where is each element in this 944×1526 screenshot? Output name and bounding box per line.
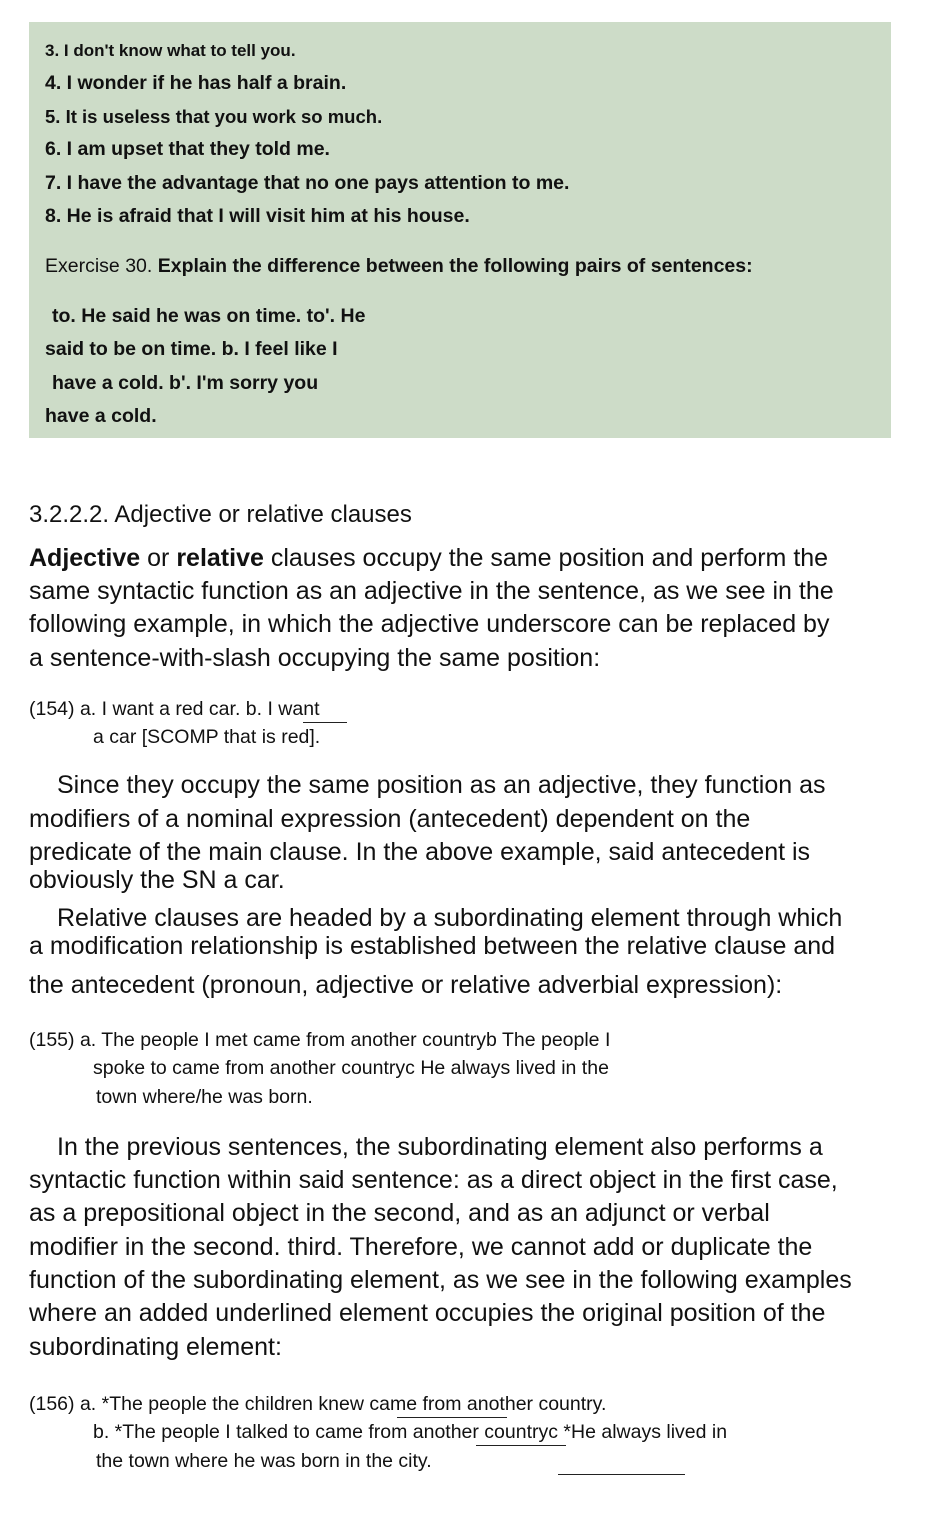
paragraph-line: Relative clauses are headed by a subordinating element through which [57,904,843,932]
section-heading: 3.2.2.2. Adjective or relative clauses [29,501,412,528]
paragraph-line: a modification relationship is established between the relative clause and [29,932,836,960]
underline-mark [476,1445,566,1446]
pair-line: to. He said he was on time. to'. He [52,305,366,327]
intro-line [29,544,828,573]
pair-line: have a cold. [45,405,157,427]
term-adjective: Adjective [29,544,141,572]
exercise-item-5: 5. It is useless that you work so much. [45,106,383,127]
exercise-item-4: 4. I wonder if he has half a brain. [45,72,347,94]
paragraph-line: predicate of the main clause. In the above example, said antecedent is [29,838,811,866]
intro-line: following example, in which the adjective underscore can be replaced by [29,610,830,638]
example-154-line: a car [SCOMP that is red]. [93,726,321,748]
exercise-item-7: 7. I have the advantage that no one pays attention to me. [45,172,570,194]
example-155-line: town where/he was born. [96,1086,313,1108]
pair-line: said to be on time. b. I feel like I [45,338,338,360]
underline-mark [397,1417,507,1418]
paragraph-line: subordinating element: [29,1333,282,1361]
paragraph-line: function of the subordinating element, as we see in the following examples [29,1266,852,1294]
exercise-item-3: 3. I don't know what to tell you. [45,41,296,60]
paragraph-line: In the previous sentences, the subordinating element also performs a [57,1133,823,1161]
exercise-heading [45,255,753,278]
paragraph-line: obviously the SN a car. [29,866,285,894]
paragraph-line: modifier in the second. third. Therefore, we cannot add or duplicate the [29,1233,813,1261]
paragraph-line: syntactic function within said sentence: as a direct object in the first case, [29,1166,838,1194]
intro-line: same syntactic function as an adjective in the sentence, as we see in the [29,577,834,605]
underline-mark [558,1474,685,1475]
paragraph-line: Since they occupy the same position as an adjective, they function as [57,771,826,799]
example-155-line: (155) a. The people I met came from another countryb The people I [29,1029,611,1051]
exercise-instruction: Explain the difference between the following pairs of sentences: [157,255,753,277]
example-156-line: (156) a. *The people the children knew came from another country. [29,1393,607,1415]
example-155-line: spoke to came from another countryc He always lived in the [93,1057,609,1079]
intro-or: or [147,544,170,572]
term-relative: relative [176,544,264,572]
underline-mark [303,722,347,723]
example-154-line: (154) a. I want a red car. b. I want [29,698,320,720]
exercise-item-8: 8. He is afraid that I will visit him at his house. [45,205,470,227]
exercise-item-6: 6. I am upset that they told me. [45,138,330,160]
pair-line: have a cold. b'. I'm sorry you [52,372,319,394]
paragraph-line: modifiers of a nominal expression (antecedent) dependent on the [29,805,751,833]
paragraph-line: as a prepositional object in the second, and as an adjunct or verbal [29,1199,770,1227]
paragraph-line: the antecedent (pronoun, adjective or relative adverbial expression): [29,971,783,999]
example-156-line: the town where he was born in the city. [96,1450,432,1472]
intro-rest: clauses occupy the same position and perform the [270,544,829,572]
intro-line: a sentence-with-slash occupying the same position: [29,644,601,672]
paragraph-line: where an added underlined element occupies the original position of the [29,1299,826,1327]
example-156-line: b. *The people I talked to came from another countryc *He always lived in [93,1421,728,1443]
exercise-label: Exercise 30. [45,255,153,277]
